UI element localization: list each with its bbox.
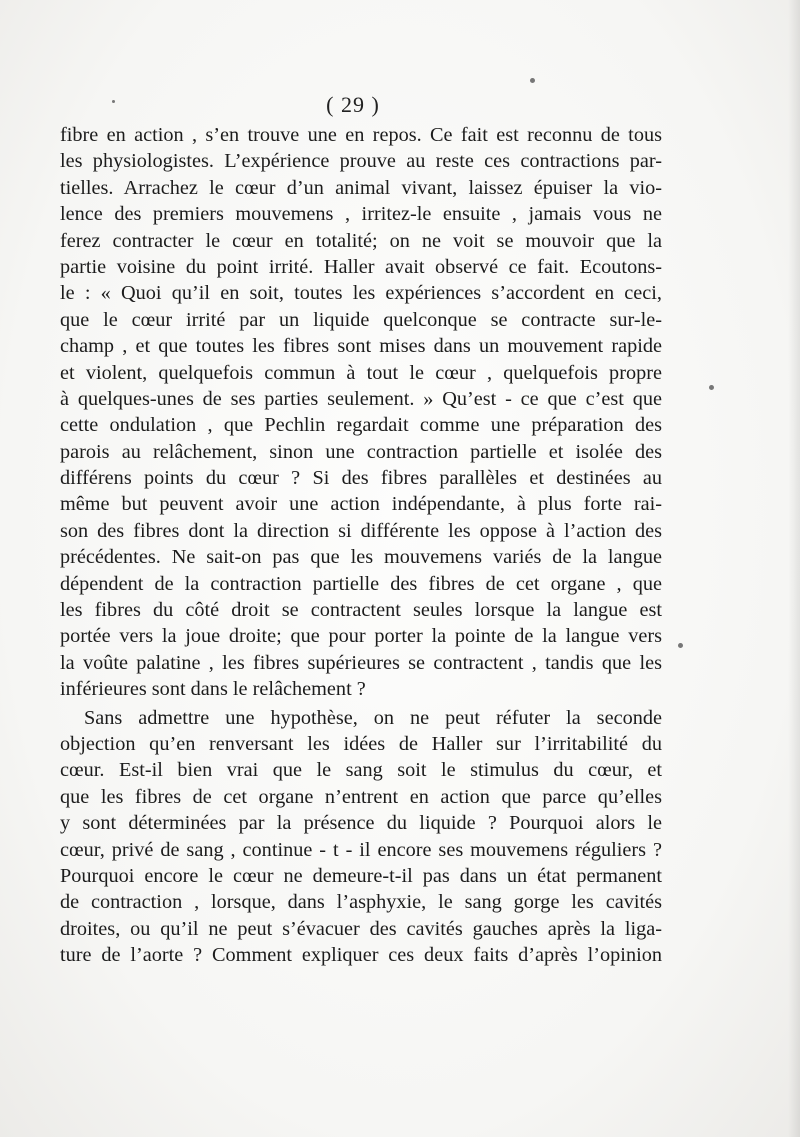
text-line: le : « Quoi qu’il en soit, toutes les expériences s’accordent en ceci, (60, 282, 662, 305)
page-number: ( 29 ) (326, 92, 380, 117)
body-text (60, 122, 662, 969)
text-line: de contraction , lorsque, dans l’asphyxie, le sang gorge les cavités (60, 891, 662, 914)
ink-speck (530, 78, 535, 83)
text-line: objection qu’en renversant les idées de Haller sur l’irritabilité du (60, 732, 662, 755)
text-line: droites, ou qu’il ne peut s’évacuer des cavités gauches après la liga- (60, 917, 662, 940)
page-edge-shadow (788, 0, 800, 1137)
text-line: cœur, privé de sang , continue - t - il encore ses mouvemens réguliers ? (60, 838, 662, 861)
text-line: inférieures sont dans le relâchement ? (60, 678, 366, 701)
text-line: que le cœur irrité par un liquide quelconque se contracte sur-le- (60, 308, 662, 331)
text-line: son des fibres dont la direction si différente les oppose à l’action des (60, 519, 662, 542)
text-line: différens points du cœur ? Si des fibres parallèles et destinées au (60, 467, 662, 490)
text-line: précédentes. Ne sait-on pas que les mouvemens variés de la langue (60, 546, 662, 569)
text-line: à quelques-unes de ses parties seulement. » Qu’est - ce que c’est que (60, 387, 662, 410)
text-line: Sans admettre une hypothèse, on ne peut réfuter la seconde (84, 706, 662, 729)
text-line: fibre en action , s’en trouve une en repos. Ce fait est reconnu de tous (60, 124, 662, 146)
ink-speck (678, 643, 683, 648)
text-line: y sont déterminées par la présence du liquide ? Pourquoi alors le (60, 812, 662, 835)
text-line: dépendent de la contraction partielle des fibres de cet organe , que (60, 572, 662, 595)
text-line: les fibres du côté droit se contractent seules lorsque la langue est (60, 599, 662, 622)
text-line: cette ondulation , que Pechlin regardait comme une préparation des (60, 414, 662, 437)
text-line: portée vers la joue droite; que pour porter la pointe de la langue vers (60, 625, 662, 648)
text-line: partie voisine du point irrité. Haller avait observé ce fait. Ecoutons- (60, 255, 662, 278)
text-line: tielles. Arrachez le cœur d’un animal vivant, laissez épuiser la vio- (60, 176, 662, 199)
ink-speck (709, 385, 714, 390)
text-line: même but peuvent avoir une action indépendante, à plus forte rai- (60, 493, 662, 516)
text-line: et violent, quelquefois commun à tout le cœur , quelquefois propre (60, 361, 662, 384)
text-line: que les fibres de cet organe n’entrent en action que parce qu’elles (60, 785, 662, 808)
text-line: ture de l’aorte ? Comment expliquer ces deux faits d’après l’opinion (60, 944, 662, 967)
ink-speck (112, 100, 115, 103)
text-line: cœur. Est-il bien vrai que le sang soit le stimulus du cœur, et (60, 759, 662, 782)
text-line: champ , et que toutes les fibres sont mises dans un mouvement rapide (60, 335, 662, 358)
text-line: Pourquoi encore le cœur ne demeure-t-il pas dans un état permanent (60, 864, 662, 887)
text-line: la voûte palatine , les fibres supérieures se contractent , tandis que les (60, 651, 662, 674)
text-line: ferez contracter le cœur en totalité; on ne voit se mouvoir que la (60, 229, 662, 252)
text-line: les physiologistes. L’expérience prouve au reste ces contractions par- (60, 150, 662, 173)
text-line: parois au relâchement, sinon une contraction partielle et isolée des (60, 440, 662, 463)
text-line: lence des premiers mouvemens , irritez-le ensuite , jamais vous ne (60, 203, 662, 226)
